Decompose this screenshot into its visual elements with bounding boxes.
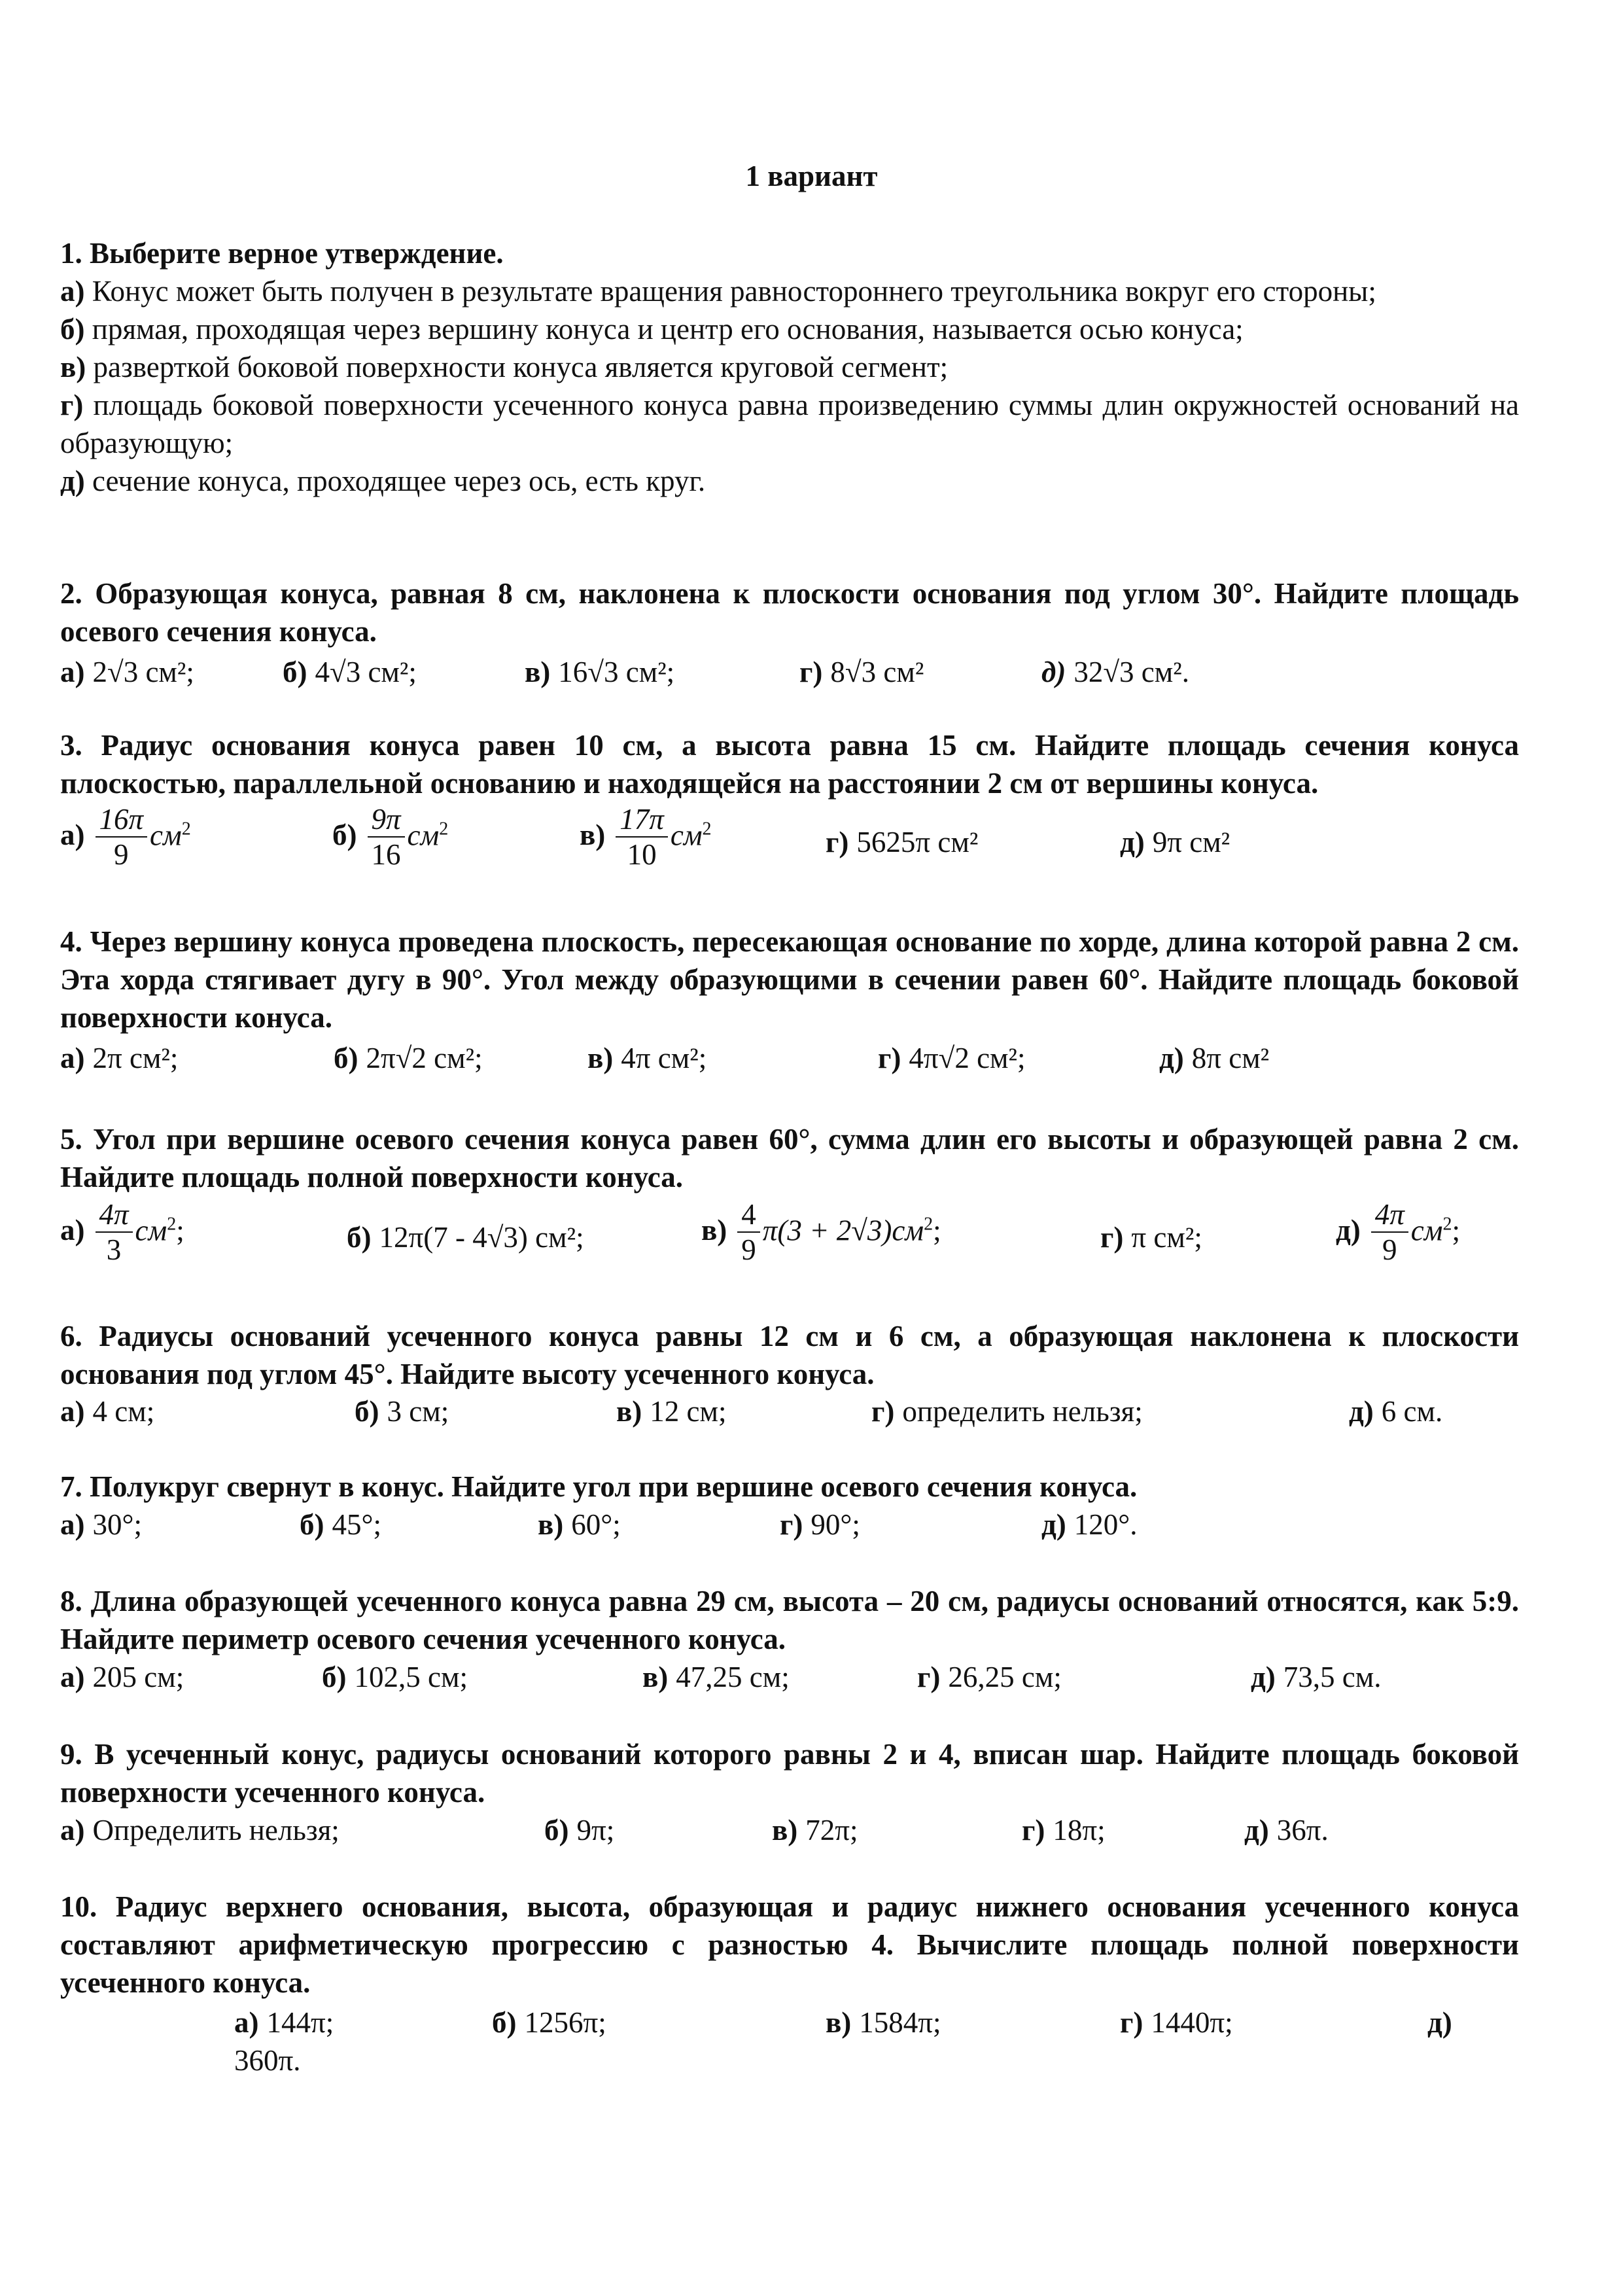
question-9-option-a[interactable]: а) Определить нельзя;: [60, 1814, 340, 1846]
question-4-option-b[interactable]: б) 2π√2 см²;: [334, 1042, 483, 1074]
question-3-option-b[interactable]: б) $\frac{9\pi}{16}$ $см^2$: [332, 803, 449, 871]
question-1-option-b: б) прямая, проходящая через вершину конуса и центр его основания, называется осью конуса;: [60, 313, 1244, 345]
question-1-stem: 1. Выберите верное утверждение.: [60, 237, 504, 270]
question-9-option-c[interactable]: в) 72π;: [772, 1814, 858, 1846]
question-7-option-e[interactable]: д) 120°.: [1041, 1508, 1138, 1541]
question-2-option-b[interactable]: б) 4√3 см²;: [283, 656, 417, 688]
question-4-stem: 4. Через вершину конуса проведена плоскость, пересекающая основание по хорде, длина которой равна 2 см. Эта хорда стягивает дугу в 90°. Угол между образующими в сечении равен 60°. Найдите площадь боковой поверхности конуса.: [60, 925, 1519, 1034]
question-9-stem: 9. В усеченный конус, радиусы оснований которого равны 2 и 4, вписан шар. Найдите площадь боковой поверхности усеченного конуса.: [60, 1738, 1519, 1809]
question-3-option-d[interactable]: г) 5625π см²: [826, 826, 979, 858]
question-4-option-c[interactable]: в) 4π см²;: [587, 1042, 707, 1074]
question-4-option-e[interactable]: д) 8π см²: [1159, 1042, 1270, 1074]
question-7-option-b[interactable]: б) 45°;: [300, 1508, 381, 1541]
question-7-stem: 7. Полукруг свернут в конус. Найдите угол при вершине осевого сечения конуса.: [60, 1470, 1138, 1503]
question-1-option-d: г) площадь боковой поверхности усеченного конуса равна произведению суммы длин окружностей оснований на образующую;: [60, 389, 1519, 459]
question-4-option-d[interactable]: г) 4π√2 см²;: [878, 1042, 1026, 1074]
question-8-option-a[interactable]: а) 205 см;: [60, 1661, 184, 1693]
question-10-option-e-key[interactable]: д): [1427, 2006, 1452, 2039]
fraction: $\frac{4}{9}$: [737, 1197, 760, 1267]
question-5-option-e[interactable]: д) $\frac{4\pi}{9}$ $см^2$;: [1336, 1198, 1461, 1266]
question-8-stem: 8. Длина образующей усеченного конуса равна 29 см, высота – 20 см, радиусы оснований относятся, как 5:9. Найдите периметр осевого сечения усеченного конуса.: [60, 1585, 1519, 1655]
question-3-option-e[interactable]: д) 9π см²: [1120, 826, 1230, 858]
fraction: $\frac{4\pi}{9}$: [1371, 1197, 1408, 1267]
question-1-option-c: в) разверткой боковой поверхности конуса является круговой сегмент;: [60, 351, 949, 383]
page-title: 1 вариант: [745, 160, 878, 192]
question-7-option-c[interactable]: в) 60°;: [538, 1508, 621, 1541]
question-2-option-e[interactable]: д) 32√3 см².: [1041, 656, 1189, 688]
question-5-option-a[interactable]: а) $\frac{4\pi}{3}$ $см^2$;: [60, 1198, 184, 1266]
question-8-option-b[interactable]: б) 102,5 см;: [322, 1661, 468, 1693]
question-5-option-b[interactable]: б) 12π(7 - 4√3) см²;: [347, 1221, 584, 1254]
question-1: [60, 234, 1519, 500]
question-6-option-e[interactable]: д) 6 см.: [1349, 1395, 1443, 1428]
question-5-stem: 5. Угол при вершине осевого сечения конуса равен 60°, сумма длин его высоты и образующей равна 2 см. Найдите площадь полной поверхности конуса.: [60, 1123, 1519, 1193]
question-2-stem: 2. Образующая конуса, равная 8 см, наклонена к плоскости основания под углом 30°. Найдите площадь осевого сечения конуса.: [60, 577, 1519, 648]
question-4-option-a[interactable]: а) 2π см²;: [60, 1042, 179, 1074]
fraction: $\frac{4\pi}{3}$: [96, 1197, 133, 1267]
question-9-option-e[interactable]: д) 36π.: [1244, 1814, 1329, 1846]
fraction: $\frac{9\pi}{16}$: [368, 802, 405, 872]
question-2-option-c[interactable]: в) 16√3 см²;: [525, 656, 675, 688]
question-9-option-b[interactable]: б) 9π;: [544, 1814, 615, 1846]
question-10-option-c[interactable]: в) 1584π;: [826, 2006, 941, 2039]
question-8-option-e[interactable]: д) 73,5 см.: [1251, 1661, 1382, 1693]
question-2-option-d[interactable]: г) 8√3 см²: [799, 656, 924, 688]
question-6-option-d[interactable]: г) определить нельзя;: [871, 1395, 1143, 1428]
question-10-option-d[interactable]: г) 1440π;: [1120, 2006, 1233, 2039]
question-3-option-a[interactable]: а) $\frac{16\pi}{9}$ $см^2$: [60, 803, 191, 871]
question-10-option-a[interactable]: а) 144π;: [234, 2006, 334, 2039]
question-6-option-a[interactable]: а) 4 см;: [60, 1395, 155, 1428]
question-6-option-c[interactable]: в) 12 см;: [616, 1395, 727, 1428]
question-7-option-a[interactable]: а) 30°;: [60, 1508, 142, 1541]
question-2-option-a[interactable]: а) 2√3 см²;: [60, 656, 194, 688]
question-3-option-c[interactable]: в) $\frac{17\pi}{10}$ $см^2$: [580, 803, 712, 871]
question-6-option-b[interactable]: б) 3 см;: [355, 1395, 449, 1428]
question-5-option-c[interactable]: в) $\frac{4}{9}$ $\pi(3 + 2√3)см^2$;: [701, 1198, 941, 1266]
question-3-stem: 3. Радиус основания конуса равен 10 см, а высота равна 15 см. Найдите площадь сечения конуса плоскостью, параллельной основанию и находящейся на расстоянии 2 см от вершины конуса.: [60, 729, 1519, 800]
fraction: $\frac{17\pi}{10}$: [616, 802, 668, 872]
question-6-stem: 6. Радиусы оснований усеченного конуса равны 12 см и 6 см, а образующая наклонена к плоскости основания под углом 45°. Найдите высоту усеченного конуса.: [60, 1320, 1519, 1390]
question-8-option-c[interactable]: в) 47,25 см;: [642, 1661, 790, 1693]
question-10-option-b[interactable]: б) 1256π;: [492, 2006, 606, 2039]
question-1-option-e: д) сечение конуса, проходящее через ось, есть круг.: [60, 465, 706, 497]
question-9-option-d[interactable]: г) 18π;: [1022, 1814, 1106, 1846]
question-7-option-d[interactable]: г) 90°;: [780, 1508, 860, 1541]
fraction: $\frac{16\pi}{9}$: [96, 802, 148, 872]
question-1-option-a: а) Конус может быть получен в результате вращения равностороннего треугольника вокруг его стороны;: [60, 275, 1376, 308]
question-8-option-d[interactable]: г) 26,25 см;: [917, 1661, 1062, 1693]
question-10-stem: 10. Радиус верхнего основания, высота, образующая и радиус нижнего основания усеченного конуса составляют арифметическую прогрессию с разностью 4. Вычислите площадь полной поверхности усеченного конуса.: [60, 1890, 1519, 1999]
question-5-option-d[interactable]: г) π см²;: [1100, 1221, 1202, 1254]
question-10-option-e-value[interactable]: 360π.: [234, 2044, 301, 2077]
